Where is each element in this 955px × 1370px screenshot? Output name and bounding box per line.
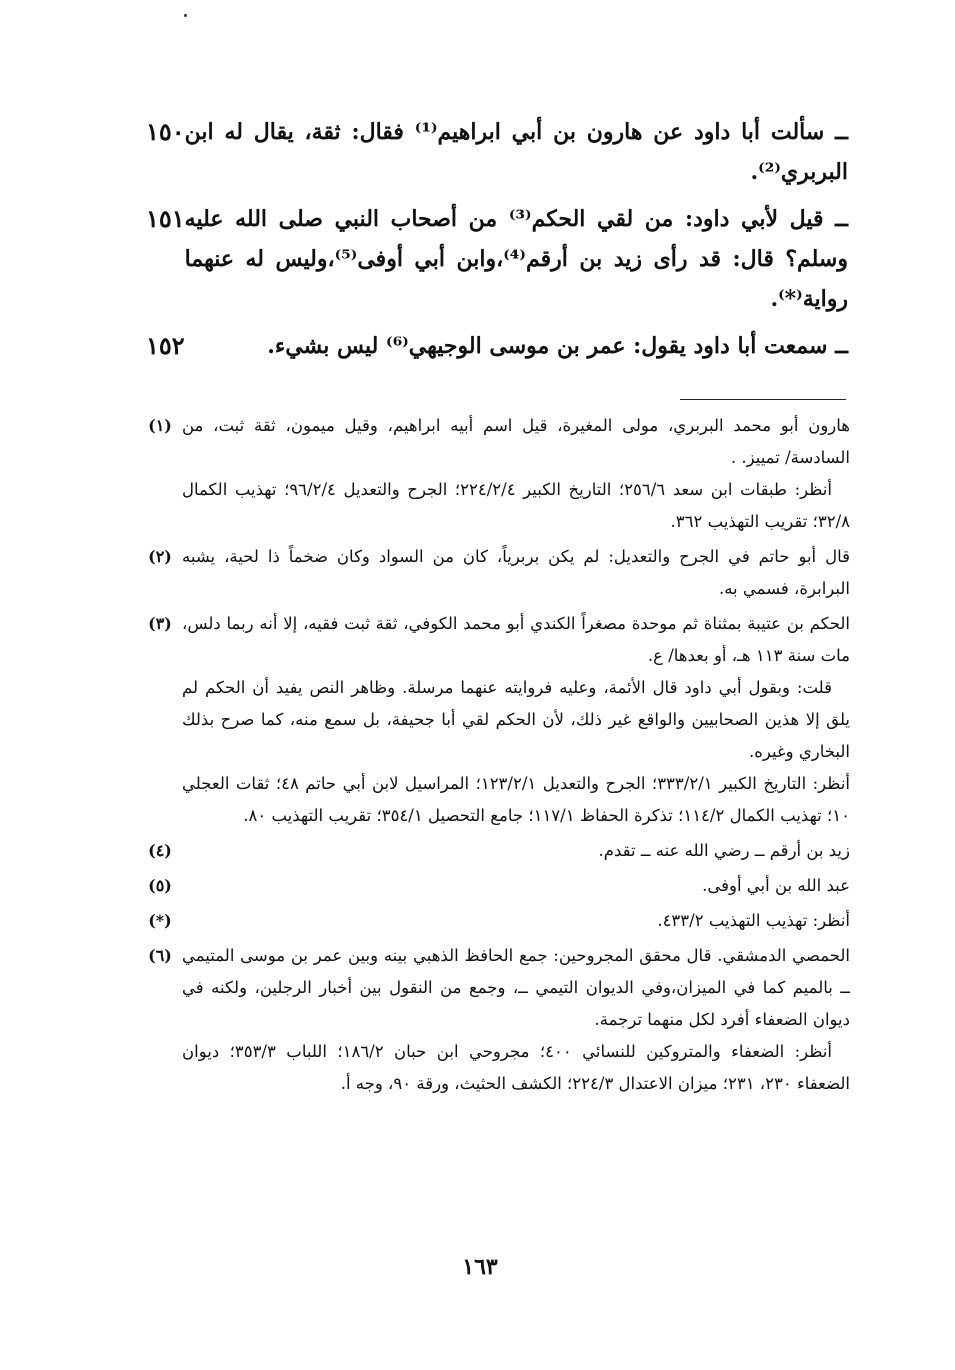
footnote-number: (٤) xyxy=(148,841,172,860)
scan-dot xyxy=(184,14,187,17)
entry-number: ١٥٠ xyxy=(146,117,185,146)
entry-text: ــ سألت أبا داود عن هارون بن أبي ابراهيم⁽¹⁾ فقال: ثقة، يقال له ابن البربري⁽²⁾. xyxy=(184,119,848,185)
entry-number: ١٥٢ xyxy=(146,331,185,360)
footnote-text: زيد بن أرقم ــ رضي الله عنه ــ تقدم. xyxy=(598,841,850,860)
footnote-text: الحكم بن عتيبة بمثناة ثم موحدة مصغراً الكندي أبو محمد الكوفي، ثقة ثبت فقيه، إلا أنه ربما دلس، مات سنة ١١٣ هـ، أو بعدها/ ع. xyxy=(182,614,850,665)
footnote-2 xyxy=(138,541,850,605)
footnote-text: هارون أبو محمد البربري، مولى المغيرة، قيل اسم أبيه ابراهيم، وقيل ميمون، ثقة ثبت، من السادسة/ تمييز. . xyxy=(182,416,850,467)
footnote-5 xyxy=(138,870,850,902)
footnote-separator xyxy=(680,399,846,400)
footnote-6 xyxy=(138,940,850,1100)
footnote-4 xyxy=(138,835,850,867)
footnote-1 xyxy=(138,410,850,538)
entry-151 xyxy=(138,199,848,319)
entry-152 xyxy=(138,326,848,366)
main-text xyxy=(138,112,848,373)
footnote-number: (*) xyxy=(148,911,172,930)
footnote-number: (٢) xyxy=(148,547,172,566)
footnote-text: عبد الله بن أبي أوفى. xyxy=(702,876,850,895)
footnote-references: أنظر: الضعفاء والمتروكين للنسائي ٤٠٠؛ مجروحي ابن حبان ١٨٦/٢؛ اللباب ٣٥٣/٣؛ ديوان الضعفاء ٢٣٠، ٢٣١؛ ميزان الاعتدال ٢٢٤/٣؛ الكشف الحثيث، ورقة ٩٠، وجه أ. xyxy=(182,1042,850,1093)
footnotes xyxy=(138,410,850,1103)
footnote-text: الحمصي الدمشقي. قال محقق المجروحين: جمع الحافظ الذهبي بينه وبين عمر بن موسى المتيمي ــ بالميم كما في الميزان،وفي الديوان التيمي ــ، وجمع من النقول بين أخبار الرجلين، ولكنه في ديوان الضعفاء أفرد لكل منهما ترجمة. xyxy=(182,946,850,1029)
footnote-references: أنظر: طبقات ابن سعد ٢٥٦/٦؛ التاريخ الكبير ٢٢٤/٢/٤؛ الجرح والتعديل ٩٦/٢/٤؛ تهذيب الكمال ٣٢/٨؛ تقريب التهذيب ٣٦٢. xyxy=(182,480,850,531)
entry-number: ١٥١ xyxy=(146,204,185,233)
footnote-text: أنظر: تهذيب التهذيب ٤٣٣/٢. xyxy=(657,911,850,930)
footnote-3 xyxy=(138,608,850,832)
footnote-references: أنظر: التاريخ الكبير ٣٣٣/٢/١؛ الجرح والتعديل ١٢٣/٢/١؛ المراسيل لابن أبي حاتم ٤٨؛ ثقات العجلي ١٠؛ تهذيب الكمال ١١٤/٢؛ تذكرة الحفاظ ١١٧/١؛ جامع التحصيل ٣٥٤/١؛ تقريب التهذيب ٨٠. xyxy=(182,774,850,825)
footnote-number: (٥) xyxy=(148,876,172,895)
footnote-star xyxy=(138,905,850,937)
footnote-text: قال أبو حاتم في الجرح والتعديل: لم يكن بربرياً، كان من السواد وكان ضخماً ذا لحية، يشبه البرابرة، فسمي به. xyxy=(182,547,850,598)
footnote-comment: قلت: وبقول أبي داود قال الأئمة، وعليه فروايته عنهما مرسلة. وظاهر النص يفيد أن الحكم لم يلق إلا هذين الصحابيين والواقع غير ذلك، لأن الحكم لقي أبا جحيفة، بل سمع منه، كما صرح بذلك البخاري وغيره. xyxy=(182,678,850,761)
entry-text: ــ قيل لأبي داود: من لقي الحكم⁽³⁾ من أصحاب النبي صلى الله عليه وسلم؟ قال: قد رأى زيد بن أرقم⁽⁴⁾،وابن أبي أوفى⁽⁵⁾،وليس له عنهما رواية⁽*⁾. xyxy=(184,206,849,312)
entry-150 xyxy=(138,112,848,192)
entry-text: ــ سمعت أبا داود يقول: عمر بن موسى الوجيهي⁽⁶⁾ ليس بشيء. xyxy=(267,333,848,359)
footnote-number: (١) xyxy=(148,416,172,435)
page-number: ١٦٣ xyxy=(462,1254,498,1280)
footnote-number: (٣) xyxy=(148,614,172,633)
footnote-number: (٦) xyxy=(148,946,172,965)
